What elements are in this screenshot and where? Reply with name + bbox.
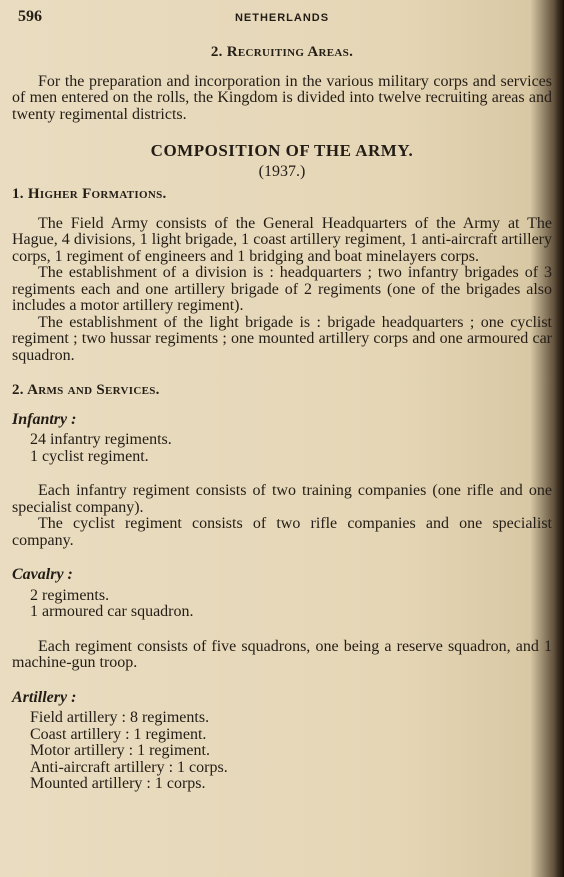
paragraph-division: The establishment of a division is : headquarters ; two infantry brigades of 3 regiments each and one artillery brigade of 2 regiments (one of the brigades also includes a motor artillery regiment). bbox=[12, 264, 552, 314]
category-heading-infantry: Infantry : bbox=[12, 410, 77, 428]
page-gutter-shadow bbox=[554, 0, 564, 877]
category-heading-cavalry: Cavalry : bbox=[12, 566, 73, 583]
paragraph-infantry-regiment: Each infantry regiment consists of two training companies (one rifle and one specialist company). bbox=[12, 482, 552, 516]
artillery-list bbox=[12, 710, 552, 793]
list-item: 2 regiments. bbox=[30, 586, 110, 604]
running-head: NETHERLANDS bbox=[234, 12, 330, 24]
page-header bbox=[0, 0, 564, 32]
list-item: 24 infantry regiments. bbox=[30, 431, 172, 448]
composition-year: (1937.) bbox=[258, 162, 306, 180]
paragraph-cyclist-regiment: The cyclist regiment consists of two rifle companies and one specialist company. bbox=[12, 515, 552, 549]
list-item: Motor artillery : 1 regiment. bbox=[30, 742, 210, 759]
list-item: Anti-aircraft artillery : 1 corps. bbox=[30, 758, 228, 776]
paragraph-light-brigade: The establishment of the light brigade is : brigade headquarters ; one cyclist regiment ; two hussar regiments ; one mounted artillery corps and one armoured car squadron. bbox=[12, 313, 552, 364]
page-body bbox=[12, 44, 552, 793]
list-item: Field artillery : 8 regiments. bbox=[30, 709, 210, 726]
section-heading-recruiting: 2. Recruiting Areas. bbox=[210, 44, 354, 60]
section-heading-arms-services: 2. Arms and Services. bbox=[12, 382, 160, 398]
list-item: Coast artillery : 1 regiment. bbox=[30, 725, 207, 743]
paragraph-field-army: The Field Army consists of the General Headquarters of the Army at The Hague, 4 divisions, 1 light brigade, 1 coast artillery regiment, 1 anti-aircraft artillery corps, 1 regiment of engineers and 1 bridging and boat minelayers corps. bbox=[12, 214, 552, 265]
composition-title: COMPOSITION OF THE ARMY. bbox=[150, 141, 414, 160]
list-item: Mounted artillery : 1 corps. bbox=[30, 775, 206, 792]
list-item: 1 armoured car squadron. bbox=[30, 603, 194, 620]
cavalry-list bbox=[12, 588, 552, 621]
category-heading-artillery: Artillery : bbox=[12, 688, 77, 706]
page-number: 596 bbox=[18, 8, 42, 25]
paragraph-recruiting: For the preparation and incorporation in the various military corps and services of men entered on the rolls, the Kingdom is divided into twelve recruiting areas and twenty regimental districts. bbox=[12, 72, 552, 123]
infantry-list bbox=[12, 432, 552, 465]
paragraph-cavalry-regiment: Each regiment consists of five squadrons, one being a reserve squadron, and 1 machine-gun troop. bbox=[12, 637, 552, 671]
list-item: 1 cyclist regiment. bbox=[30, 447, 149, 465]
section-heading-higher-formations: 1. Higher Formations. bbox=[12, 186, 167, 202]
